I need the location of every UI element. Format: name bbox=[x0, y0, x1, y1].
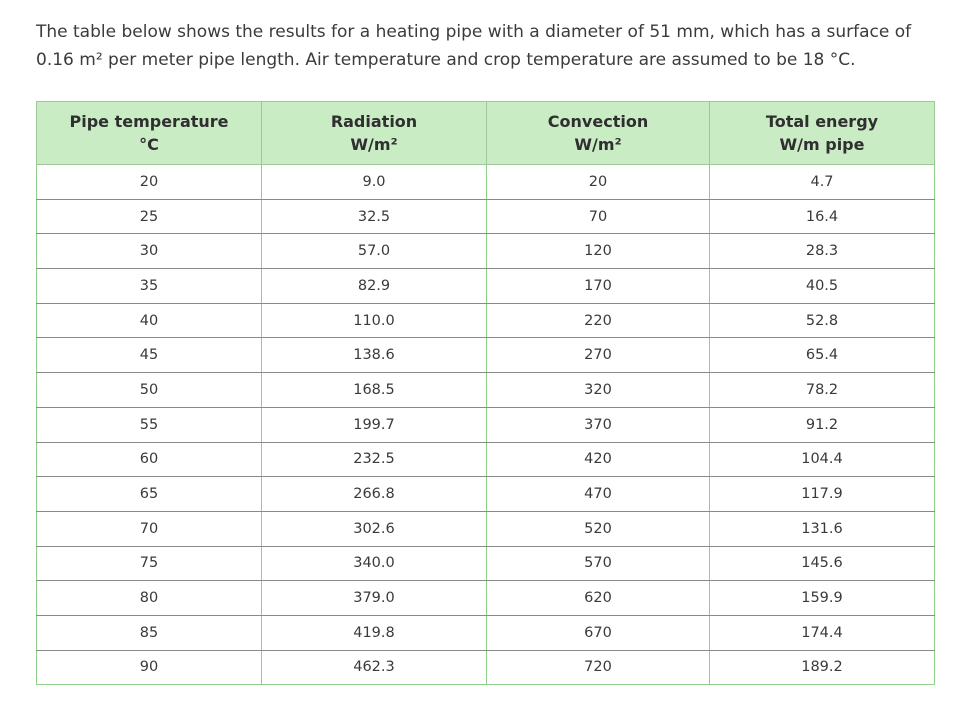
header-unit: W/m² bbox=[574, 135, 622, 154]
cell-radiation: 32.5 bbox=[262, 199, 487, 234]
cell-convection: 670 bbox=[487, 615, 710, 650]
table-row bbox=[37, 511, 935, 546]
cell-convection: 570 bbox=[487, 546, 710, 581]
cell-radiation: 9.0 bbox=[262, 165, 487, 200]
table-row bbox=[37, 407, 935, 442]
cell-pipe-temperature: 65 bbox=[37, 477, 262, 512]
table-row bbox=[37, 338, 935, 373]
header-label: Radiation bbox=[330, 112, 418, 131]
cell-pipe-temperature: 80 bbox=[37, 581, 262, 616]
table-row bbox=[37, 373, 935, 408]
cell-convection: 520 bbox=[487, 511, 710, 546]
header-convection bbox=[487, 102, 710, 165]
header-unit: W/m² bbox=[350, 135, 398, 154]
results-table bbox=[36, 101, 935, 685]
table-row bbox=[37, 199, 935, 234]
cell-total-energy: 91.2 bbox=[710, 407, 935, 442]
cell-total-energy: 4.7 bbox=[710, 165, 935, 200]
header-radiation bbox=[262, 102, 487, 165]
cell-total-energy: 78.2 bbox=[710, 373, 935, 408]
cell-radiation: 232.5 bbox=[262, 442, 487, 477]
cell-total-energy: 145.6 bbox=[710, 546, 935, 581]
cell-total-energy: 104.4 bbox=[710, 442, 935, 477]
table-row bbox=[37, 615, 935, 650]
cell-convection: 170 bbox=[487, 269, 710, 304]
cell-pipe-temperature: 75 bbox=[37, 546, 262, 581]
cell-convection: 70 bbox=[487, 199, 710, 234]
cell-pipe-temperature: 40 bbox=[37, 303, 262, 338]
header-label: Total energy bbox=[765, 112, 879, 131]
cell-total-energy: 159.9 bbox=[710, 581, 935, 616]
cell-total-energy: 40.5 bbox=[710, 269, 935, 304]
cell-total-energy: 52.8 bbox=[710, 303, 935, 338]
intro-paragraph bbox=[36, 18, 936, 74]
cell-total-energy: 189.2 bbox=[710, 650, 935, 685]
cell-convection: 270 bbox=[487, 338, 710, 373]
cell-pipe-temperature: 50 bbox=[37, 373, 262, 408]
cell-convection: 20 bbox=[487, 165, 710, 200]
table-row bbox=[37, 442, 935, 477]
table-row bbox=[37, 303, 935, 338]
results-table-container bbox=[36, 101, 934, 685]
cell-radiation: 266.8 bbox=[262, 477, 487, 512]
header-pipe-temperature bbox=[37, 102, 262, 165]
cell-radiation: 199.7 bbox=[262, 407, 487, 442]
cell-total-energy: 174.4 bbox=[710, 615, 935, 650]
cell-radiation: 110.0 bbox=[262, 303, 487, 338]
cell-pipe-temperature: 20 bbox=[37, 165, 262, 200]
header-unit: °C bbox=[139, 135, 159, 154]
cell-radiation: 57.0 bbox=[262, 234, 487, 269]
cell-pipe-temperature: 60 bbox=[37, 442, 262, 477]
cell-convection: 120 bbox=[487, 234, 710, 269]
cell-pipe-temperature: 45 bbox=[37, 338, 262, 373]
cell-radiation: 82.9 bbox=[262, 269, 487, 304]
cell-pipe-temperature: 85 bbox=[37, 615, 262, 650]
cell-radiation: 168.5 bbox=[262, 373, 487, 408]
table-row bbox=[37, 477, 935, 512]
cell-pipe-temperature: 35 bbox=[37, 269, 262, 304]
cell-pipe-temperature: 30 bbox=[37, 234, 262, 269]
cell-total-energy: 65.4 bbox=[710, 338, 935, 373]
header-label: Convection bbox=[547, 112, 649, 131]
cell-radiation: 302.6 bbox=[262, 511, 487, 546]
cell-radiation: 138.6 bbox=[262, 338, 487, 373]
header-total-energy bbox=[710, 102, 935, 165]
cell-convection: 720 bbox=[487, 650, 710, 685]
cell-radiation: 379.0 bbox=[262, 581, 487, 616]
cell-radiation: 340.0 bbox=[262, 546, 487, 581]
intro-line-2: 0.16 m² per meter pipe length. Air temperature and crop temperature are assumed to be 18 °C. bbox=[36, 50, 856, 70]
header-row bbox=[37, 102, 935, 165]
header-label: Pipe temperature bbox=[69, 112, 229, 131]
cell-convection: 420 bbox=[487, 442, 710, 477]
cell-radiation: 419.8 bbox=[262, 615, 487, 650]
cell-total-energy: 131.6 bbox=[710, 511, 935, 546]
table-row bbox=[37, 165, 935, 200]
table-row bbox=[37, 546, 935, 581]
table-header bbox=[37, 102, 935, 165]
table-row bbox=[37, 234, 935, 269]
cell-convection: 320 bbox=[487, 373, 710, 408]
cell-convection: 620 bbox=[487, 581, 710, 616]
cell-radiation: 462.3 bbox=[262, 650, 487, 685]
cell-convection: 220 bbox=[487, 303, 710, 338]
table-row bbox=[37, 650, 935, 685]
cell-total-energy: 16.4 bbox=[710, 199, 935, 234]
table-row bbox=[37, 269, 935, 304]
cell-pipe-temperature: 90 bbox=[37, 650, 262, 685]
cell-pipe-temperature: 70 bbox=[37, 511, 262, 546]
cell-pipe-temperature: 55 bbox=[37, 407, 262, 442]
cell-total-energy: 28.3 bbox=[710, 234, 935, 269]
table-row bbox=[37, 581, 935, 616]
cell-pipe-temperature: 25 bbox=[37, 199, 262, 234]
cell-convection: 470 bbox=[487, 477, 710, 512]
table-body bbox=[37, 165, 935, 685]
cell-convection: 370 bbox=[487, 407, 710, 442]
intro-line-1: The table below shows the results for a heating pipe with a diameter of 51 mm, which has a surface of bbox=[36, 22, 912, 42]
cell-total-energy: 117.9 bbox=[710, 477, 935, 512]
header-unit: W/m pipe bbox=[779, 135, 865, 154]
